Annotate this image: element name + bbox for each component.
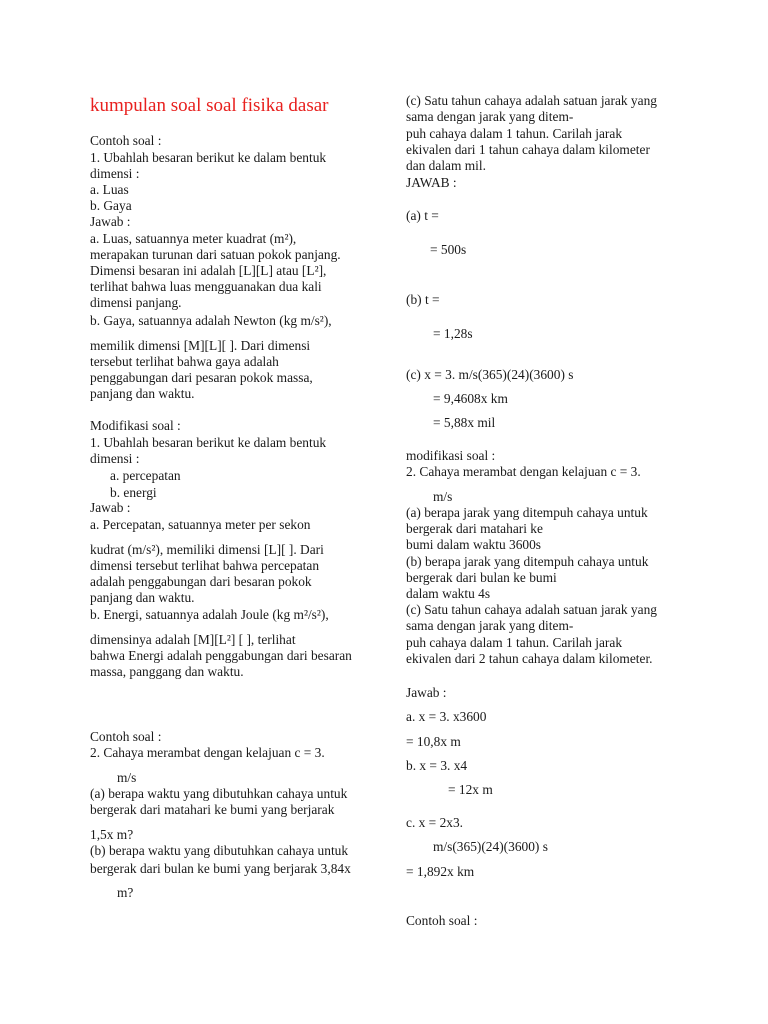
text-line: = 9,4608x km xyxy=(433,391,508,406)
text-line: a. Luas xyxy=(90,182,129,197)
text-line: puh cahaya dalam 1 tahun. Carilah jarak xyxy=(406,635,623,650)
text-line: merapakan turunan dari satuan pokok panjang. xyxy=(90,247,341,262)
text-line: = 500s xyxy=(430,242,467,257)
text-line: bahwa Energi adalah penggabungan dari besaran xyxy=(90,648,352,663)
text-line: bergerak dari matahari ke xyxy=(406,521,543,536)
text-line: (c) Satu tahun cahaya adalah satuan jarak yang xyxy=(406,602,657,617)
text-line: Jawab : xyxy=(90,500,131,515)
text-line: m? xyxy=(117,885,134,900)
text-line: sama dengan jarak yang ditem- xyxy=(406,109,574,124)
text-line: dimensi : xyxy=(90,166,140,181)
text-line: sama dengan jarak yang ditem- xyxy=(406,618,574,633)
text-line: bumi dalam waktu 3600s xyxy=(406,537,542,552)
text-line: Contoh soal : xyxy=(90,133,162,148)
text-line: = 1,28s xyxy=(433,326,473,341)
text-line: memilik dimensi [M][L][ ]. Dari dimensi xyxy=(90,338,311,353)
text-line: 2. Cahaya merambat dengan kelajuan c = 3. xyxy=(90,745,325,760)
text-line: Contoh soal : xyxy=(406,913,478,928)
text-line: (a) berapa waktu yang dibutuhkan cahaya untuk xyxy=(90,786,348,801)
text-line: ekivalen dari 1 tahun cahaya dalam kilometer xyxy=(406,142,650,157)
text-line: bergerak dari bulan ke bumi xyxy=(406,570,557,585)
text-line: kudrat (m/s²), memiliki dimensi [L][ ]. Dari xyxy=(90,542,324,557)
text-line: (a) t = xyxy=(406,208,439,223)
text-line: m/s(365)(24)(3600) s xyxy=(433,839,548,854)
text-line: (a) berapa jarak yang ditempuh cahaya untuk xyxy=(406,505,648,520)
text-line: panjang dan waktu. xyxy=(90,386,195,401)
text-line: 2. Cahaya merambat dengan kelajuan c = 3. xyxy=(406,464,641,479)
text-line: Jawab : xyxy=(90,214,131,229)
text-line: Modifikasi soal : xyxy=(90,418,181,433)
text-line: = 10,8x m xyxy=(406,734,461,749)
text-line: Contoh soal : xyxy=(90,729,162,744)
text-line: adalah penggabungan dari besaran pokok xyxy=(90,574,312,589)
text-line: terlihat bahwa luas mengguanakan dua kali xyxy=(90,279,322,294)
text-line: = 12x m xyxy=(448,782,493,797)
text-line: 1,5x m? xyxy=(90,827,134,842)
text-line: tersebut terlihat bahwa gaya adalah xyxy=(90,354,279,369)
text-line: = 1,892x km xyxy=(406,864,475,879)
text-line: (c) x = 3. m/s(365)(24)(3600) s xyxy=(406,367,574,382)
text-line: panjang dan waktu. xyxy=(90,590,195,605)
text-line: bergerak dari bulan ke bumi yang berjarak 3,84x xyxy=(90,861,351,876)
text-line: a. Percepatan, satuannya meter per sekon xyxy=(90,517,311,532)
text-line: a. Luas, satuannya meter kuadrat (m²), xyxy=(90,231,297,246)
text-line: a. x = 3. x3600 xyxy=(406,709,487,724)
text-line: b. Gaya xyxy=(90,198,132,213)
text-line: dimensi panjang. xyxy=(90,295,182,310)
text-line: = 5,88x mil xyxy=(433,415,496,430)
text-line: m/s xyxy=(117,770,137,785)
text-line: massa, panggang dan waktu. xyxy=(90,664,244,679)
text-line: penggabungan dari pesaran pokok massa, xyxy=(90,370,313,385)
text-line: (b) t = xyxy=(406,292,440,307)
text-line: bergerak dari matahari ke bumi yang berjarak xyxy=(90,802,335,817)
text-line: JAWAB : xyxy=(406,175,457,190)
text-line: dalam waktu 4s xyxy=(406,586,491,601)
text-line: b. energi xyxy=(110,485,157,500)
text-line: Dimensi besaran ini adalah [L][L] atau [L²], xyxy=(90,263,327,278)
text-line: (c) Satu tahun cahaya adalah satuan jarak yang xyxy=(406,93,657,108)
text-line: ekivalen dari 2 tahun cahaya dalam kilometer. xyxy=(406,651,653,666)
text-line: (b) berapa waktu yang dibutuhkan cahaya untuk xyxy=(90,843,349,858)
text-line: a. percepatan xyxy=(110,468,181,483)
text-line: Jawab : xyxy=(406,685,447,700)
text-line: dan dalam mil. xyxy=(406,158,486,173)
text-line: dimensinya adalah [M][L²] [ ], terlihat xyxy=(90,632,296,647)
text-line: c. x = 2x3. xyxy=(406,815,464,830)
text-line: b. Gaya, satuannya adalah Newton (kg m/s²), xyxy=(90,313,332,328)
text-line: dimensi tersebut terlihat bahwa percepatan xyxy=(90,558,320,573)
text-line: (b) berapa jarak yang ditempuh cahaya untuk xyxy=(406,554,649,569)
text-line: b. x = 3. x4 xyxy=(406,758,468,773)
text-line: 1. Ubahlah besaran berikut ke dalam bentuk xyxy=(90,435,327,450)
text-line: puh cahaya dalam 1 tahun. Carilah jarak xyxy=(406,126,623,141)
text-line: b. Energi, satuannya adalah Joule (kg m²/s²), xyxy=(90,607,329,622)
text-line: dimensi : xyxy=(90,451,140,466)
text-line: 1. Ubahlah besaran berikut ke dalam bentuk xyxy=(90,150,327,165)
page-title: kumpulan soal soal fisika dasar xyxy=(90,95,329,116)
text-line: modifikasi soal : xyxy=(406,448,496,463)
text-line: m/s xyxy=(433,489,453,504)
